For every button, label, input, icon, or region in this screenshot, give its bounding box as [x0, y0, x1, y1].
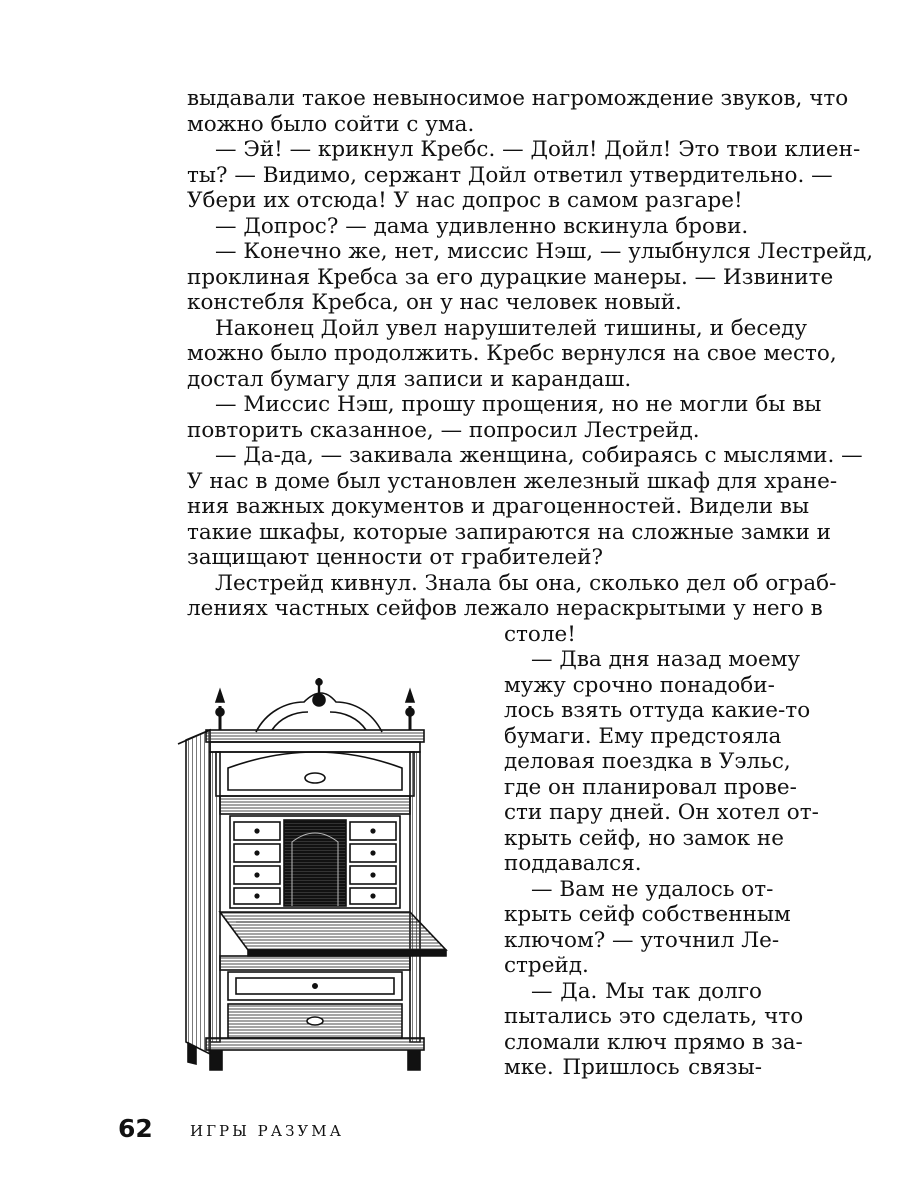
text-line: — Да. Мы так долго — [531, 979, 762, 1004]
text-line: такие шкафы, которые запираются на сложные замки и — [187, 520, 831, 545]
text-line: — Конечно же, нет, миссис Нэш, — улыбнулся Лестрейд, — [215, 239, 874, 264]
running-title: ИГРЫ РАЗУМА — [190, 1122, 344, 1140]
text-line: ключом? — уточнил Ле- — [504, 928, 780, 953]
text-line: мке. Пришлось связы- — [504, 1055, 762, 1080]
text-line: сти пару дней. Он хотел от- — [504, 800, 819, 825]
text-line: Лестрейд кивнул. Знала бы она, сколько дел об ограб- — [215, 571, 837, 596]
text-line: констебля Кребса, он у нас человек новый. — [187, 290, 682, 315]
text-line: пытались это сделать, что — [504, 1004, 804, 1029]
text-line: деловая поездка в Уэльс, — [504, 749, 791, 774]
text-line: лениях частных сейфов лежало нераскрытыми у него в — [187, 596, 823, 621]
text-line: достал бумагу для записи и карандаш. — [187, 367, 632, 392]
text-line: — Вам не удалось от- — [531, 877, 774, 902]
text-line: повторить сказанное, — попросил Лестрейд. — [187, 418, 700, 443]
text-line: — Допрос? — дама удивленно вскинула брови. — [215, 214, 749, 239]
text-line: Убери их отсюда! У нас допрос в самом разгаре! — [187, 188, 743, 213]
text-line: — Миссис Нэш, прошу прощения, но не могли бы вы — [215, 392, 822, 417]
text-line: крыть сейф, но замок не — [504, 826, 784, 851]
text-line: — Эй! — крикнул Кребс. — Дойл! Дойл! Это твои клиен- — [215, 137, 861, 162]
page-number: 62 — [118, 1114, 153, 1143]
text-line: можно было сойти с ума. — [187, 112, 475, 137]
text-line: где он планировал прове- — [504, 775, 797, 800]
text-line: ния важных документов и драгоценностей. Видели вы — [187, 494, 810, 519]
text-line: бумаги. Ему предстояла — [504, 724, 782, 749]
text-line: поддавался. — [504, 851, 642, 876]
text-line: лось взять оттуда какие-то — [504, 698, 811, 723]
text-line: — Два дня назад моему — [531, 647, 801, 672]
text-line: можно было продолжить. Кребс вернулся на свое место, — [187, 341, 837, 366]
text-line: защищают ценности от грабителей? — [187, 545, 604, 570]
text-line: выдавали такое невыносимое нагромождение звуков, что — [187, 86, 849, 111]
text-line: Наконец Дойл увел нарушителей тишины, и беседу — [215, 316, 808, 341]
text-line: У нас в доме был установлен железный шкаф для хране- — [187, 469, 838, 494]
text-line: крыть сейф собственным — [504, 902, 791, 927]
text-line: проклиная Кребса за его дурацкие манеры. — Извините — [187, 265, 834, 290]
text-line: стрейд. — [504, 953, 589, 978]
text-line: — Да-да, — закивала женщина, собираясь с мыслями. — — [215, 443, 863, 468]
text-line: сломали ключ прямо в за- — [504, 1030, 803, 1055]
text-line: ты? — Видимо, сержант Дойл ответил утвердительно. — — [187, 163, 833, 188]
text-line: мужу срочно понадоби- — [504, 673, 775, 698]
secretary-desk-illustration — [176, 672, 464, 1082]
text-line: столе! — [504, 622, 576, 647]
